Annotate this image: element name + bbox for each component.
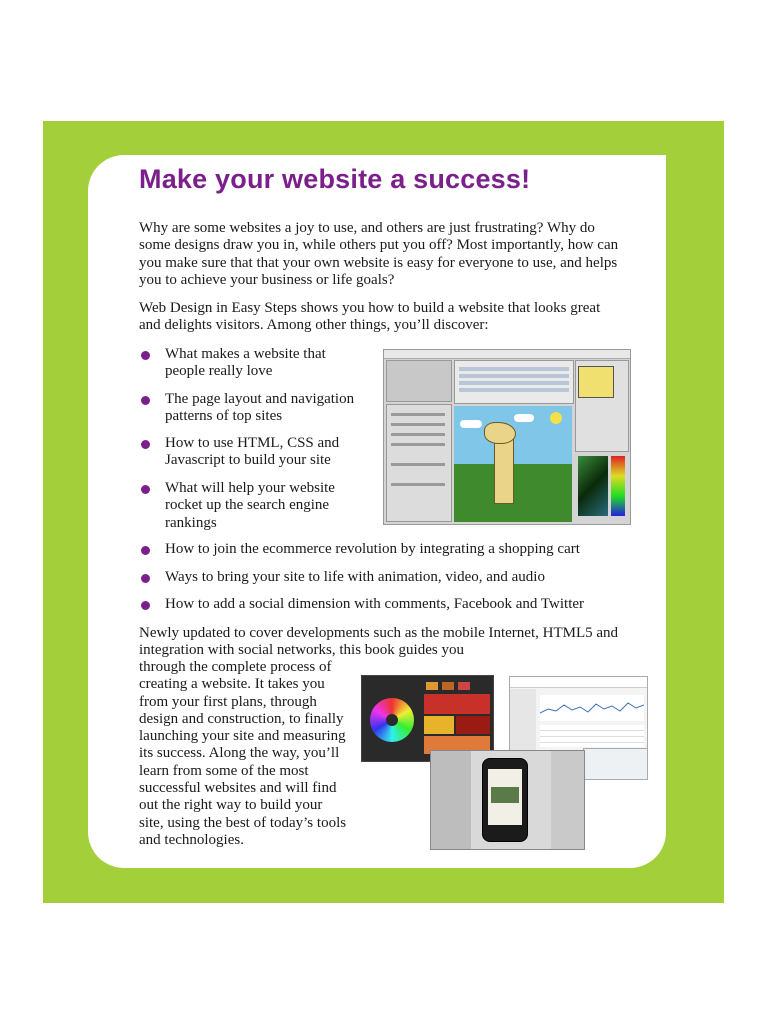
bullet-item: What will help your website rocket up the search engine rankings [141,480,351,532]
bullet-item: The page layout and navigation patterns of top sites [141,391,361,426]
color-block [426,682,438,690]
bullet-dot-icon [141,574,150,583]
color-block [458,682,470,690]
property-line [391,423,445,426]
intro-paragraph-2: Web Design in Easy Steps shows you how to build a website that looks great and delights visitors. Among other things, you’ll discover: [139,300,601,334]
outro-paragraph-1: Newly updated to cover developments such as the mobile Internet, HTML5 and integration with social networks, this book guides you [139,625,619,659]
screenshot-menubar [384,350,630,359]
color-scheme-designer-screenshot [361,675,494,762]
bullet-dot-icon [141,546,150,555]
property-line [391,413,445,416]
color-block [424,716,454,734]
timeline-row [459,367,569,371]
property-line [391,443,445,446]
analytics-table [540,725,644,747]
smartphone-image [482,758,528,842]
color-block [456,716,490,734]
bullet-dot-icon [141,396,150,405]
cloud-shape [460,420,482,428]
analytics-sidebar [510,689,536,751]
intro-paragraph-1: Why are some websites a joy to use, and others are just frustrating? Why do some designs draw you in, while others put you off? Most importantly, how can you make sure that that your own website is easy for everyone to use, and helps you to achieve your business or life goals? [139,220,619,288]
property-line [391,483,445,486]
analytics-header [510,677,647,688]
screenshot-timeline [454,360,574,404]
phone-screen [488,769,522,825]
property-line [391,433,445,436]
timeline-row [459,388,569,392]
screenshot-properties-panel [386,404,452,522]
hue-slider [611,456,625,516]
outro-paragraph-2: through the complete process of creating a website. It takes you from your first plans, through design and construction, to finally launching your site and measuring its success. Along the way, you’ll learn from some of the most successful websites and will find out the right way to build your site, using the best of today’s tools and technologies. [139,659,347,848]
analytics-map-screenshot [583,748,648,780]
library-thumbnail [578,366,614,398]
bullet-dot-icon [141,485,150,494]
bullet-dot-icon [141,440,150,449]
bullet-item: How to use HTML, CSS and Javascript to build your site [141,435,361,470]
editor-right-panel [551,751,584,849]
page-title: Make your website a success! [139,164,531,194]
giraffe-illustration [454,406,572,522]
google-analytics-screenshot [509,676,648,752]
bullet-item: How to join the ecommerce revolution by integrating a shopping cart [141,541,611,558]
property-line [391,463,445,466]
editor-left-panel [431,751,471,849]
bullet-dot-icon [141,601,150,610]
timeline-row [459,374,569,378]
color-block [442,682,454,690]
giraffe-head-shape [484,422,516,444]
animation-editor-screenshot [383,349,631,525]
color-picker-swatch [578,456,608,516]
bullet-item: How to add a social dimension with comments, Facebook and Twitter [141,596,611,613]
analytics-line-graph [540,695,644,721]
color-wheel-center [386,714,398,726]
bullet-item: What makes a website that people really love [141,346,341,381]
color-block [424,694,490,714]
bullet-item: Ways to bring your site to life with animation, video, and audio [141,569,611,586]
screenshot-tools-panel [386,360,452,402]
timeline-row [459,381,569,385]
sun-shape [550,412,562,424]
cloud-shape [514,414,534,422]
bullet-dot-icon [141,351,150,360]
phone-screen-image [491,787,519,803]
